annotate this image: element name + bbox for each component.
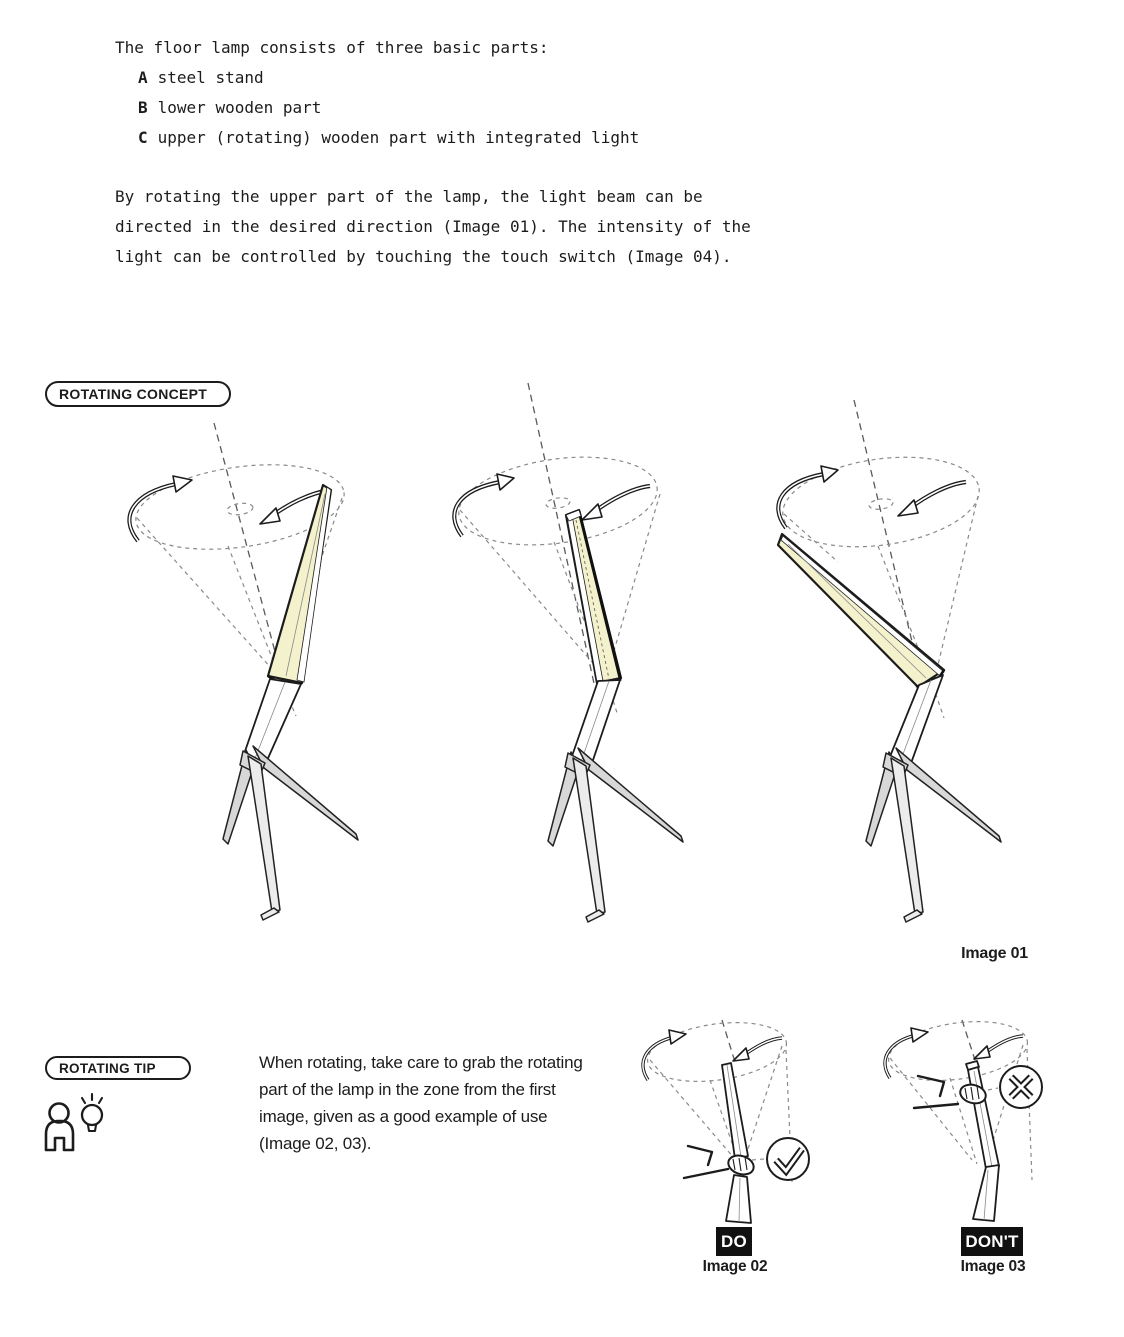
check-circle-icon xyxy=(767,1138,809,1180)
dont-example-figure xyxy=(882,1018,1114,1230)
lamp-body xyxy=(223,485,358,920)
rotation-arrows-icon xyxy=(885,1028,1023,1078)
part-letter: B xyxy=(138,98,148,117)
tip-line: (Image 02, 03). xyxy=(259,1134,372,1153)
figure-caption-image-02: Image 02 xyxy=(702,1258,768,1275)
rotation-arrows-icon xyxy=(643,1030,782,1080)
part-item-a xyxy=(138,63,751,93)
steel-stand xyxy=(866,748,1001,922)
person-body xyxy=(46,1121,73,1150)
part-label: steel stand xyxy=(157,68,264,87)
paragraph-line: By rotating the upper part of the lamp, the light beam can be xyxy=(115,187,703,206)
do-badge: DO xyxy=(716,1227,752,1256)
lamp-rotation-figure-2 xyxy=(448,378,738,953)
tip-line: When rotating, take care to grab the rotating xyxy=(259,1053,583,1072)
steel-stand xyxy=(223,746,358,920)
lower-wooden-part xyxy=(571,680,620,766)
paragraph-line: directed in the desired direction (Image 01). The intensity of the xyxy=(115,217,751,236)
lamp-rotation-figure-3 xyxy=(768,378,1058,953)
lower-wooden-part xyxy=(243,679,301,765)
part-letter: C xyxy=(138,128,148,147)
rotation-path-ellipse xyxy=(777,446,985,559)
lamp-body xyxy=(778,534,1001,922)
bulb xyxy=(82,1105,102,1125)
rotating-tip-text xyxy=(259,1049,583,1157)
part-label: upper (rotating) wooden part with integrated light xyxy=(157,128,640,147)
person-lightbulb-icon xyxy=(42,1084,127,1154)
intro-section xyxy=(115,33,751,272)
tip-line: image, given as a good example of use xyxy=(259,1107,548,1126)
paragraph-line: light can be controlled by touching the touch switch (Image 04). xyxy=(115,247,732,266)
tip-line: part of the lamp in the zone from the first xyxy=(259,1080,556,1099)
do-example-figure xyxy=(638,1018,870,1230)
x-circle-icon xyxy=(1000,1066,1042,1108)
part-item-b xyxy=(138,93,751,123)
lamp-upper-part xyxy=(968,1067,999,1169)
rotation-path-ellipse xyxy=(453,445,663,556)
figure-caption-image-03: Image 03 xyxy=(960,1258,1026,1275)
intro-heading: The floor lamp consists of three basic parts: xyxy=(115,38,549,57)
lamp-lower-part xyxy=(726,1175,751,1223)
part-item-c xyxy=(138,123,751,153)
person-head xyxy=(50,1104,69,1123)
part-label: lower wooden part xyxy=(157,98,322,117)
pill-text: ROTATING CONCEPT xyxy=(59,386,208,402)
dont-badge: DON'T xyxy=(961,1227,1023,1256)
bulb-rays xyxy=(82,1094,102,1103)
pill-text: ROTATING TIP xyxy=(59,1060,156,1076)
lamp-body xyxy=(548,510,683,922)
rotation-arrows-icon xyxy=(129,476,330,541)
parts-list xyxy=(138,63,751,153)
intro-paragraph xyxy=(115,182,751,272)
steel-stand xyxy=(548,748,683,922)
part-letter: A xyxy=(138,68,148,87)
lamp-rotation-figure-1 xyxy=(118,378,408,953)
rotating-tip-label xyxy=(45,1056,191,1080)
figure-caption-image-01: Image 01 xyxy=(961,945,1028,962)
